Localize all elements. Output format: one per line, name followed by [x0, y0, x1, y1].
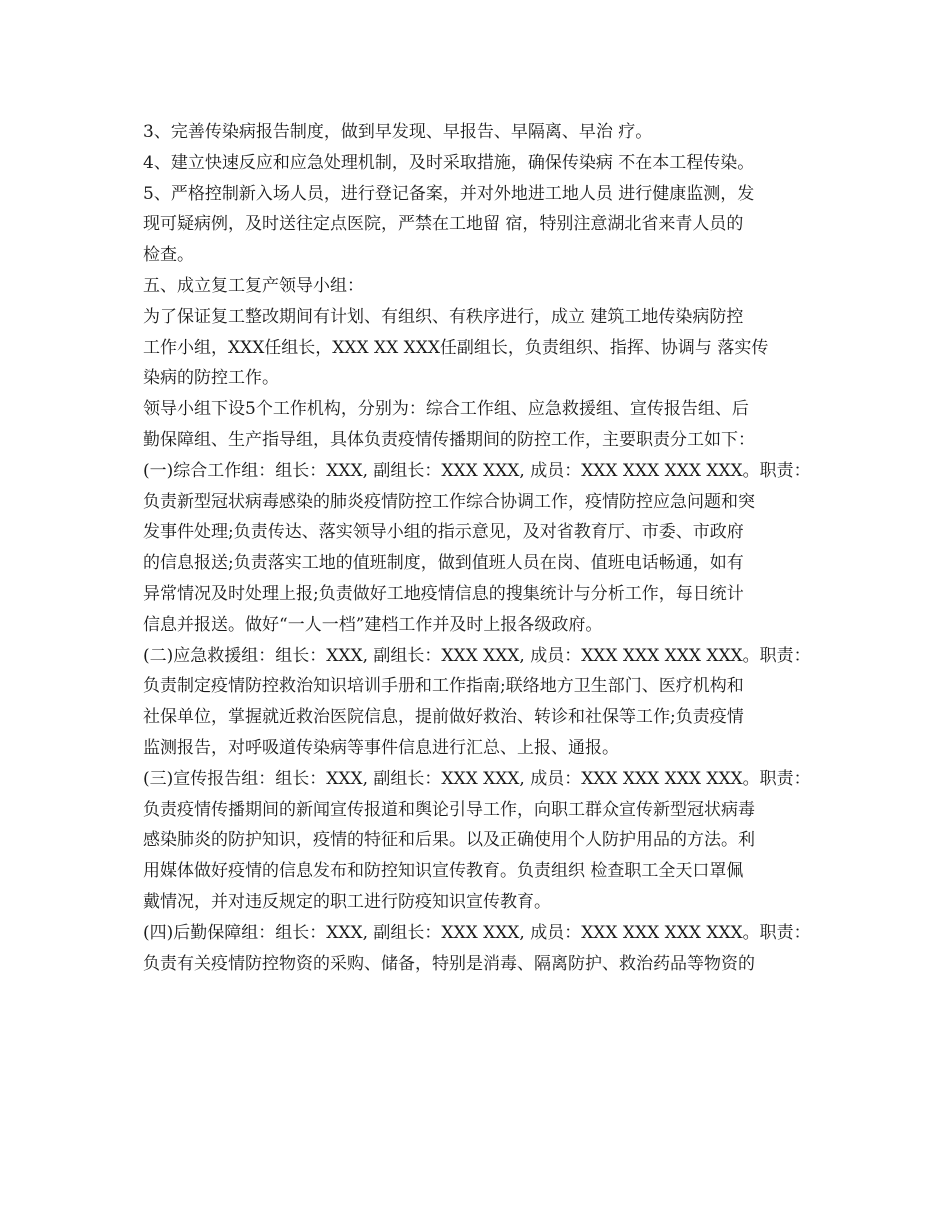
- group-heading-line: (一)综合工作组：组长：XXX, 副组长：XXX XXX, 成员：XXX XXX XXX XXX。职责：: [143, 460, 811, 481]
- text-line: 感染肺炎的防护知识，疫情的特征和后果。以及正确使用个人防护用品的方法。利: [143, 830, 755, 851]
- document-body: [143, 117, 823, 979]
- text-line: 信息并报送。做好“一人一档”建档工作并及时上报各级政府。: [143, 614, 603, 635]
- text-line: 监测报告，对呼吸道传染病等事件信息进行汇总、上报、通报。: [143, 737, 619, 758]
- text-line: 发事件处理;负责传达、落实领导小组的指示意见，及对省教育厅、市委、市政府: [143, 522, 744, 543]
- text-line: 为了保证复工整改期间有计划、有组织、有秩序进行，成立 建筑工地传染病防控: [143, 306, 744, 327]
- text-line: 负责疫情传播期间的新闻宣传报道和舆论引导工作，向职工群众宣传新型冠状病毒: [143, 799, 755, 820]
- text-line: 工作小组，XXX任组长，XXX XX XXX任副组长，负责组织、指挥、协调与 落实传: [143, 337, 769, 358]
- text-line: 勤保障组、生产指导组，具体负责疫情传播期间的防控工作，主要职责分工如下：: [143, 429, 755, 450]
- text-line: 的信息报送;负责落实工地的值班制度，做到值班人员在岗、值班电话畅通，如有: [143, 553, 744, 574]
- text-line: 现可疑病例，及时送往定点医院，严禁在工地留 宿，特别注意湖北省来青人员的: [143, 214, 744, 235]
- text-line: 负责新型冠状病毒感染的肺炎疫情防控工作综合协调工作，疫情防控应急问题和突: [143, 491, 755, 512]
- text-line: 染病的防控工作。: [143, 368, 279, 389]
- section-heading: 五、成立复工复产领导小组：: [143, 275, 364, 296]
- text-line: 戴情况，并对违反规定的职工进行防疫知识宣传教育。: [143, 891, 551, 912]
- text-line: 5、严格控制新入场人员，进行登记备案，并对外地进工地人员 进行健康监测，发: [143, 183, 755, 204]
- text-line: 检查。: [143, 245, 194, 266]
- text-line: 用媒体做好疫情的信息发布和防控知识宣传教育。负责组织 检查职工全天口罩佩: [143, 861, 744, 882]
- group-heading-line: (四)后勤保障组：组长：XXX, 副组长：XXX XXX, 成员：XXX XXX XXX XXX。职责：: [143, 922, 811, 943]
- group-heading-line: (三)宣传报告组：组长：XXX, 副组长：XXX XXX, 成员：XXX XXX XXX XXX。职责：: [143, 768, 811, 789]
- text-line: 负责制定疫情防控救治知识培训手册和工作指南;联络地方卫生部门、医疗机构和: [143, 676, 744, 697]
- text-line: 社保单位，掌握就近救治医院信息，提前做好救治、转诊和社保等工作;负责疫情: [143, 707, 744, 728]
- text-line: 3、完善传染病报告制度，做到早发现、早报告、早隔离、早治 疗。: [143, 122, 653, 142]
- text-line: 异常情况及时处理上报;负责做好工地疫情信息的搜集统计与分析工作，每日统计: [143, 583, 744, 604]
- text-line: 领导小组下设5个工作机构，分别为：综合工作组、应急救援组、宣传报告组、后: [143, 399, 749, 420]
- text-line: 4、建立快速反应和应急处理机制，及时采取措施，确保传染病 不在本工程传染。: [143, 152, 755, 173]
- group-heading-line: (二)应急救援组：组长：XXX, 副组长：XXX XXX, 成员：XXX XXX XXX XXX。职责：: [143, 645, 811, 666]
- text-line: 负责有关疫情防控物资的采购、储备，特别是消毒、隔离防护、救治药品等物资的: [143, 953, 755, 974]
